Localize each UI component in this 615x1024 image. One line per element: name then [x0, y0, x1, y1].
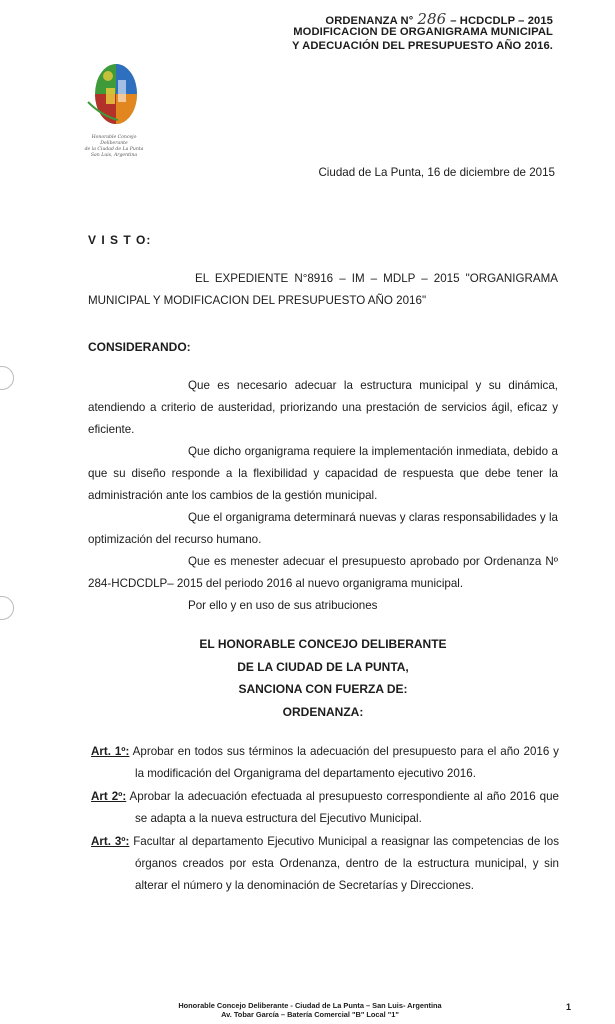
visto-heading: V I S T O: [88, 233, 152, 247]
article-3 [91, 831, 559, 897]
council-seal-icon [78, 58, 150, 130]
articles [91, 741, 559, 897]
sanction-line-2: DE LA CIUDAD DE LA PUNTA, [237, 659, 409, 674]
article-2-label: Art 2º: [91, 790, 127, 803]
article-1-text: Aprobar en todos sus términos la adecuación del presupuesto para el año 2016 y la modificación del Organigrama del departamento ejecutivo 2016. [132, 745, 559, 780]
visto-text: EL EXPEDIENTE N°8916 – IM – MDLP – 2015 "ORGANIGRAMA MUNICIPAL Y MODIFICACION DEL PRESUPUESTO AÑO 2016" [88, 272, 558, 307]
footer [90, 1001, 530, 1019]
considerando-closing: Por ello y en uso de sus atribuciones [188, 599, 378, 612]
article-3-label: Art. 3º: [91, 835, 130, 848]
ordinance-prefix: ORDENANZA N° [325, 15, 414, 27]
logo-caption-3: San Luis, Argentina [90, 153, 138, 158]
footer-line-1: Honorable Concejo Deliberante - Ciudad de La Punta – San Luis- Argentina [178, 1001, 442, 1010]
article-1-label: Art. 1º: [91, 745, 130, 758]
document-title-line-2: Y ADECUACIÓN DEL PRESUPUESTO AÑO 2016. [292, 40, 553, 52]
ordinance-number-handwritten: 286 [417, 10, 447, 28]
footer-line-2: Av. Tobar García – Batería Comercial "B" Local "1" [221, 1010, 399, 1019]
considerando-paragraph: Que el organigrama determinará nuevas y claras responsabilidades y la optimización del recurso humano. [88, 511, 558, 546]
considerando-paragraph: Que es menester adecuar el presupuesto aprobado por Ordenanza Nº 284-HCDCDLP– 2015 del periodo 2016 al nuevo organigrama municipal. [88, 555, 558, 590]
council-logo [78, 58, 150, 159]
sanction-block [88, 633, 558, 723]
considerando-paragraph: Que es necesario adecuar la estructura municipal y su dinámica, atendiendo a criterio de austeridad, priorizando una prestación de servicios ágil, eficaz y eficiente. [88, 379, 558, 436]
article-1 [91, 741, 559, 785]
punch-hole [0, 366, 14, 390]
logo-caption-2: de la Ciudad de La Punta [84, 147, 144, 152]
considerando-body [88, 375, 558, 617]
sanction-line-3: SANCIONA CON FUERZA DE: [238, 682, 408, 696]
considerando-paragraph: Que dicho organigrama requiere la implementación inmediata, debido a que su diseño responde a la flexibilidad y capacidad de respuesta que debe tener la administración ante los cambios de la gestión municipal. [88, 445, 558, 502]
sanction-line-4: ORDENANZA: [282, 704, 364, 719]
place-date: Ciudad de La Punta, 16 de diciembre de 2015 [318, 166, 555, 179]
page-number: 1 [566, 1002, 572, 1012]
document-title-line-1: MODIFICACION DE ORGANIGRAMA MUNICIPAL [293, 26, 553, 38]
ordinance-suffix: – HCDCDLP – 2015 [450, 15, 553, 27]
article-3-text: Facultar al departamento Ejecutivo Municipal a reasignar las competencias de los órganos creados por esta Ordenanza, dentro de la estructura municipal, y sin alterar el número y la denominación de Secretarías y Direcciones. [133, 835, 559, 892]
punch-hole [0, 596, 14, 620]
considerando-heading: CONSIDERANDO: [88, 340, 191, 354]
logo-caption-1: Honorable Concejo Deliberante [91, 135, 137, 146]
sanction-line-1: EL HONORABLE CONCEJO DELIBERANTE [199, 637, 447, 651]
article-2-text: Aprobar la adecuación efectuada al presupuesto correspondiente al año 2016 que se adapta a la nueva estructura del Ejecutivo Municipal. [129, 790, 559, 825]
article-2 [91, 786, 559, 830]
